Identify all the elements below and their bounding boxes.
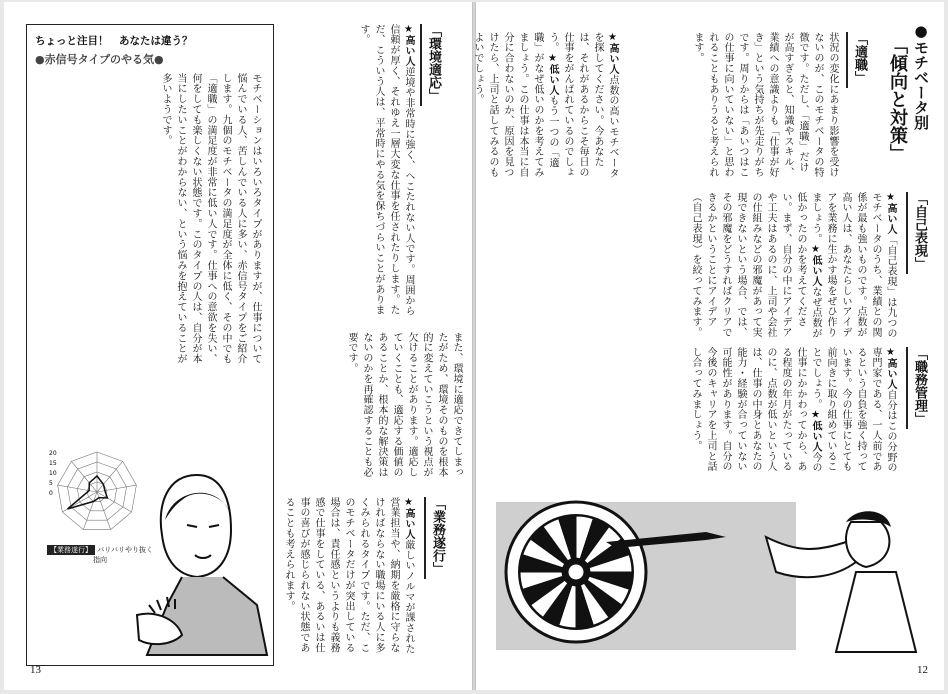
suitability-body: ★高い人点数の高いモチベータを探してください。今あなたは、それがあるからこそ毎日の仕事をがんばれているのでしょう。★低い人もう一つの「適職」がなぜ低いのかを考えてみましょう。この仕事は本当に自分に合わないのか、原因を見つけたら、上司と話してみるのもよいでしょう。 [472, 32, 618, 179]
box-title: ちょっと注目！ あなたは違う？ [35, 35, 193, 47]
page-number-left: 13 [30, 664, 41, 676]
radar-tick-label: 5 [49, 480, 53, 487]
box-body: モチベーションはいろいろタイプがありますが、仕事について悩んでいる人、苦しんでいる人に多い、赤信号タイプをご紹介します。九個のモチベータの満足度が全体に低く、その中でも「適職」の満足度が非常に低い人です。仕事への意欲を失い、何をしても楽しくない状態です。このタイプの人は、自分が本当にしたいことがわからない、という悩みを抱えていることが多いようです。 [160, 73, 261, 365]
radar-tick-label: 20 [49, 450, 57, 457]
self-expression-body: ★高い人「自己表現」は九つのモチベータのうち、業績との関係が最も強いものです。点数が高い人は、あなたらしいアイデアを業務に生かす場をぜひ作りましょう。★低い人なぜ点数が低かったのかを考えてください。まず、自分の中にアイデアや工夫はあるのに、上司や会社の仕組みなどの邪魔があって実現できないという場合、では、その邪魔をどうすればクリアできるかということにアイデア（自己表現）を絞ってみます。 [690, 192, 896, 339]
radar-axis [58, 485, 97, 492]
page-13 [4, 2, 472, 690]
radar-axis [71, 461, 97, 492]
woman-illustration [127, 465, 267, 655]
radar-caption-badge: 【業務遂行】 [47, 545, 95, 555]
section-heading-job-management: 「職務管理」 [906, 347, 929, 429]
page-12 [472, 2, 944, 690]
radar-caption-text: バリバリやり抜く指向 [93, 546, 154, 564]
job-management-body: ★高い人自分はこの分野の専門家である、一人前であるという自負を強く持っています。今の仕事にとても前向きに取り組めていることでしょう。★低い人今の仕事にかかわってから、ある程度の年月がたっているのに、点数が低いという人は、仕事の中身とあなたの能力・経験が合っていない可能性があります。自分の今後のキャリアを上司と話し合ってみましょう。 [690, 347, 896, 473]
suitability-intro: 状況の変化にあまり影響を受けないのが、このモチベータの特徴です。ただし、「適職」だけが高すぎると、知識やスキル、業績への意識よりも「仕事が好き」という気持ちが先走りがちです。周りからは「あいつはこの仕事に向いていない」と思われることもありうると考えられます。 [692, 32, 838, 178]
radar-tick-label: 15 [49, 460, 57, 467]
box-subtitle: ●赤信号タイプのやる気● [35, 53, 164, 66]
section-heading-performance: 「業務遂行」 [424, 497, 447, 579]
environment-body-2: また、環境に適応できてしまったがため、環境そのものを根本的に変えていこうという視点が欠けることがあります。適応していくことも、適応する価値のあることか、根本的な解決策はないのかを再確認することも必要です。 [346, 332, 462, 478]
radar-axis [97, 461, 123, 492]
dartboard-illustration [496, 492, 936, 662]
page-number-right: 12 [917, 664, 928, 676]
environment-body: ★高い人逆境や非常時に強く、へこたれない人です。周囲から信頼が厚く、それゆえ一層大変な仕事を任されたりします。ただ、こういう人は、平常時にやる気を保ちづらいことがあります。 [358, 24, 414, 317]
title-line-2: 「傾向と対策」 [887, 36, 908, 162]
section-heading-environment: 「環境適応」 [420, 24, 443, 106]
section-heading-self-expression: 「自己表現」 [906, 192, 929, 274]
column-box [26, 24, 274, 666]
title-line-1: モチベータ別 [912, 40, 930, 130]
title-bullet-icon: ● [912, 22, 930, 40]
section-heading-suitability: 「適職」 [846, 32, 869, 88]
radar-tick-label: 0 [49, 490, 53, 497]
radar-tick-label: 10 [49, 470, 57, 477]
performance-body: ★高い人厳しいノルマが課された営業担当や、納期を厳格に守らなければならない職場にいる人に多くみられるタイプです。ただ、このモチベータだけが突出している場合は、責任感というよりも義務感で仕事をしている、あるいは仕事の喜びが感じられない状態であることも考えられます。 [283, 497, 414, 655]
